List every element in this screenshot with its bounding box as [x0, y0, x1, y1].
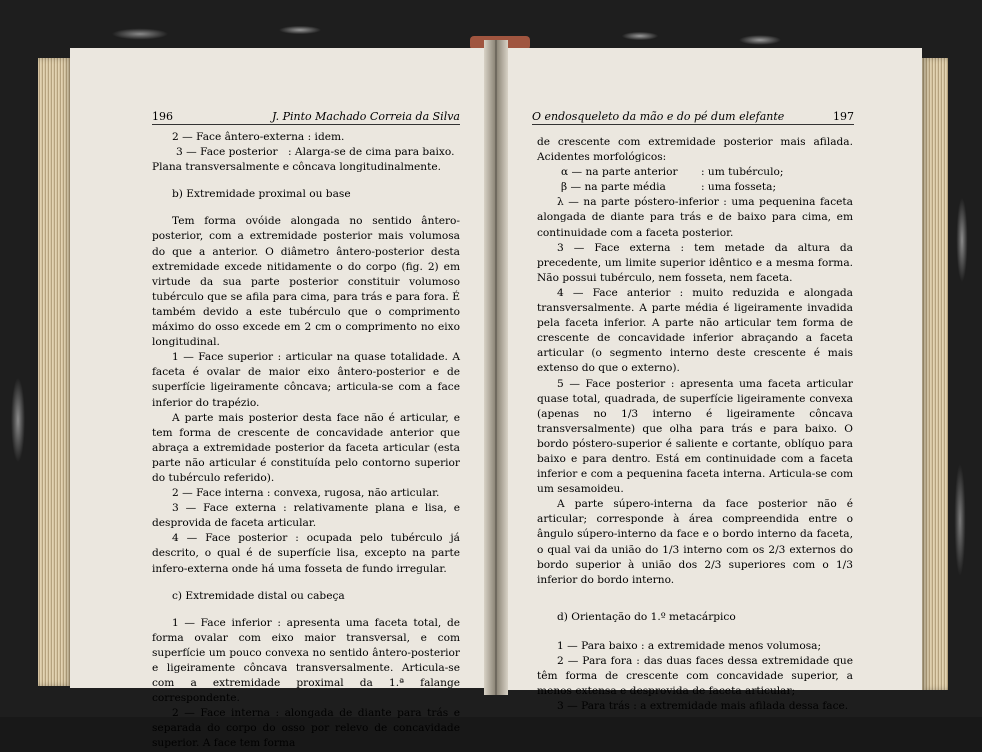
page-edges-left: [38, 58, 72, 686]
left-page-number: 196: [152, 110, 173, 123]
page-edges-right: [922, 58, 948, 690]
right-page-body: [537, 135, 853, 714]
section-heading: c) Extremidade distal ou cabeça: [172, 589, 345, 602]
left-running-head: J. Pinto Machado Correia da Silva: [272, 110, 460, 123]
tab-value: : um tubérculo;: [701, 166, 784, 179]
tab-value: : uma fosseta;: [701, 181, 777, 194]
paragraph: 5 — Face posterior : apresenta uma faceta articular quase total, quadrada, de superfície ligeiramente convexa (apenas no 1/3 interno é ligeiramente côncava transversalmente) que olha para trás e para baixo. O bordo póstero-superior é saliente e cortante, oblíquo para baixo e para dentro. Está em continuidade com a faceta inferior e com a pequenina faceta interna. Articula-se com um sesamoideu.: [537, 377, 853, 496]
tab-value: : Alarga-se de cima para baixo.: [288, 146, 455, 159]
section-heading: d) Orientação do 1.º metacárpico: [557, 610, 736, 623]
paragraph: A parte súpero-interna da face posterior não é articular; corresponde à área compreendida entre o ângulo súpero-interno da face e o bordo interno da faceta, o qual vai da união do 1/3 interno com os 2/3 externos do bordo superior à união dos 2/3 superiores com o 1/3 inferior do bordo interno.: [537, 498, 853, 586]
right-running-header: [532, 110, 854, 125]
paragraph: 4 — Face posterior : ocupada pelo tubérculo já descrito, o qual é de superfície lisa, excepto na parte infero-externa onde há uma fosseta de fundo irregular.: [152, 532, 460, 575]
paragraph: 2 — Face ântero-externa : idem.: [172, 131, 345, 143]
paragraph: Plana transversalmente e côncava longitudinalmente.: [152, 161, 441, 174]
paragraph: 3 — Face externa : tem metade da altura da precedente, um limite superior idêntico e a mesma forma. Não possui tubérculo, nem fosseta, nem faceta.: [537, 241, 853, 284]
paragraph: A parte mais posterior desta face não é articular, e tem forma de crescente de concavidade anterior que abraça a extremidade posterior da faceta articular (esta parte não articular é constituída pelo contorno superior do tubérculo referido).: [152, 411, 460, 484]
left-running-header: [152, 110, 460, 125]
tabular-line: [152, 145, 460, 160]
right-running-head: O endosqueleto da mão e do pé dum elefante: [532, 110, 785, 123]
tab-label: α — na parte anterior: [561, 166, 678, 179]
section-heading: b) Extremidade proximal ou base: [172, 188, 351, 201]
paragraph: 2 — Para fora : das duas faces dessa extremidade que têm forma de crescente com concavidade superior, a menos extensa e desprovida de faceta articular;: [537, 655, 853, 698]
paragraph: 1 — Face superior : articular na quase totalidade. A faceta é ovalar de maior eixo ântero-posterior e de superfície ligeiramente côncava; articula-se com a face inferior do trapézio.: [152, 351, 460, 409]
left-page-body: [152, 130, 460, 752]
paragraph: 2 — Face interna : alongada de diante para trás e separada do corpo do osso por relevo de concavidade superior. A face tem forma: [152, 707, 460, 750]
paragraph: 1 — Face inferior : apresenta uma faceta total, de forma ovalar com eixo maior transversal, e com superfície um pouco convexa no sentido ântero-posterior e ligeiramente côncava transversalmente. Articula-se com a extremidade proximal da 1.ª falange correspondente.: [152, 616, 460, 705]
paragraph: λ — na parte póstero-inferior : uma pequenina faceta alongada de diante para trás e de baixo para cima, em continuidade com a faceta posterior.: [537, 196, 853, 239]
paragraph: 3 — Face externa : relativamente plana e lisa, e desprovida de faceta articular.: [152, 502, 460, 530]
book-gutter: [484, 40, 508, 695]
tab-label: β — na parte média: [561, 181, 666, 194]
tab-label: 3 — Face posterior: [176, 146, 278, 159]
paragraph: 3 — Para trás : a extremidade mais afilada dessa face.: [557, 700, 849, 713]
tabular-line: [537, 165, 853, 180]
tabular-line: [537, 180, 853, 195]
paragraph: 4 — Face anterior : muito reduzida e alongada transversalmente. A parte média é ligeiramente invadida pela faceta inferior. A parte não articular tem forma de crescente de concavidade inferior abraçando a faceta articular (o segmento interno deste crescente é mais extenso do que o externo).: [537, 286, 853, 375]
paragraph: 2 — Face interna : convexa, rugosa, não articular.: [172, 487, 440, 500]
paragraph: Tem forma ovóide alongada no sentido ântero-posterior, com a extremidade posterior mais volumosa do que a anterior. O diâmetro ântero-posterior desta extremidade excede nitidamente o do corpo (fig. 2) em virtude da sua parte posterior constituir volumoso tubérculo que se afila para cima, para trás e para fora. É também devido a este tubérculo que o comprimento máximo do osso excede em 2 cm o comprimento no eixo longitudinal.: [152, 215, 460, 349]
paragraph: 1 — Para baixo : a extremidade menos volumosa;: [557, 639, 822, 652]
paragraph: de crescente com extremidade posterior mais afilada. Acidentes morfológicos:: [537, 136, 853, 164]
right-page-number: 197: [833, 110, 854, 123]
